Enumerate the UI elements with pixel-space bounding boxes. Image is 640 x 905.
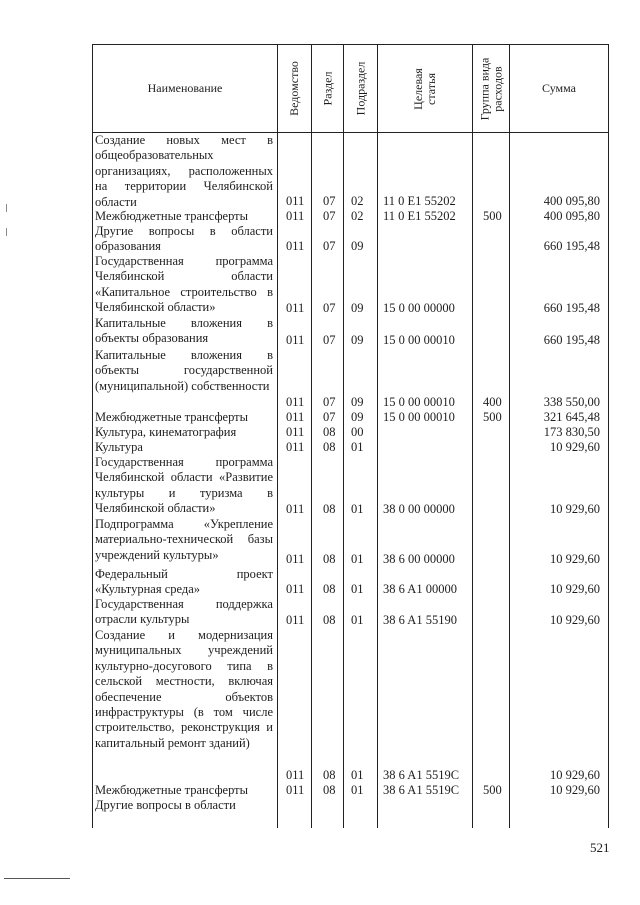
row-tselevaya: 15 0 00 00010 [383, 332, 455, 347]
margin-mark [6, 228, 7, 236]
row-podrazdel: 01 [351, 439, 364, 454]
row-vedomstvo: 011 [286, 551, 305, 566]
header-vedomstvo-text: Ведомство [287, 61, 302, 116]
header-summa [510, 45, 608, 132]
header-razdel-text: Раздел [320, 71, 335, 106]
table-body [93, 133, 608, 813]
table-row [93, 783, 608, 798]
row-summa: 660 195,48 [543, 238, 600, 253]
row-podrazdel: 09 [351, 394, 364, 409]
row-summa: 10 929,60 [550, 612, 600, 627]
row-name: Культура, кинематография [95, 425, 237, 439]
row-tselevaya: 11 0 E1 55202 [383, 193, 456, 208]
row-summa: 660 195,48 [543, 300, 600, 315]
header-gruppa-line1: Группа вида [477, 57, 491, 120]
row-name: Другие вопросы в области [95, 798, 236, 812]
row-tselevaya: 38 6 00 00000 [383, 551, 455, 566]
table-row [93, 440, 608, 455]
margin-mark [6, 204, 7, 212]
table-row [93, 597, 608, 628]
footer-rule [4, 878, 70, 879]
row-summa: 10 929,60 [550, 501, 600, 516]
table-row [93, 133, 608, 209]
row-razdel: 08 [323, 581, 336, 596]
row-razdel: 08 [323, 782, 336, 797]
row-vedomstvo: 011 [286, 501, 305, 516]
row-podrazdel: 02 [351, 193, 364, 208]
row-tselevaya: 15 0 00 00010 [383, 409, 455, 424]
row-razdel: 08 [323, 767, 336, 782]
row-summa: 660 195,48 [543, 332, 600, 347]
table-row [93, 517, 608, 567]
page-number: 521 [590, 840, 610, 855]
row-razdel: 08 [323, 439, 336, 454]
header-name [93, 45, 277, 132]
table-row [93, 455, 608, 517]
row-razdel: 07 [323, 394, 336, 409]
header-gruppa [473, 45, 509, 132]
row-razdel: 07 [323, 193, 336, 208]
row-gruppa: 400 [483, 394, 502, 409]
row-razdel: 08 [323, 424, 336, 439]
row-summa: 400 095,80 [543, 208, 600, 223]
table-row [93, 410, 608, 425]
row-tselevaya: 15 0 00 00010 [383, 394, 455, 409]
row-vedomstvo: 011 [286, 394, 305, 409]
row-podrazdel: 09 [351, 300, 364, 315]
row-podrazdel: 01 [351, 581, 364, 596]
header-vedomstvo [278, 45, 311, 132]
row-summa: 10 929,60 [550, 551, 600, 566]
row-podrazdel: 01 [351, 501, 364, 516]
row-vedomstvo: 011 [286, 767, 305, 782]
row-name: Создание и модернизация муниципальных учреждений культурно-досугового типа в сельской местности, включая обеспечение объектов инфраструктуры (в том числе строительство, реконструкция и капитальный ремонт зданий) [95, 628, 273, 750]
row-podrazdel: 01 [351, 551, 364, 566]
row-tselevaya: 38 6 A1 5519C [383, 767, 460, 782]
row-podrazdel: 01 [351, 782, 364, 797]
row-vedomstvo: 011 [286, 208, 305, 223]
table-row [93, 425, 608, 440]
row-razdel: 07 [323, 208, 336, 223]
row-tselevaya: 38 6 A1 5519C [383, 782, 460, 797]
row-tselevaya: 11 0 E1 55202 [383, 208, 456, 223]
row-vedomstvo: 011 [286, 238, 305, 253]
row-vedomstvo: 011 [286, 409, 305, 424]
row-summa: 173 830,50 [543, 424, 600, 439]
row-tselevaya: 15 0 00 00000 [383, 300, 455, 315]
row-razdel: 08 [323, 612, 336, 627]
row-name: Государственная программа Челябинской области «Капитальное строительство в Челябинской области» [95, 254, 273, 315]
row-name: Государственная программа Челябинской области «Развитие культуры и туризма в Челябинской области» [95, 455, 273, 516]
row-podrazdel: 09 [351, 409, 364, 424]
row-podrazdel: 09 [351, 238, 364, 253]
table-row [93, 798, 608, 813]
row-summa: 10 929,60 [550, 782, 600, 797]
row-name: Культура [95, 440, 143, 454]
row-vedomstvo: 011 [286, 424, 305, 439]
table-row [93, 209, 608, 224]
table-row [93, 567, 608, 597]
row-vedomstvo: 011 [286, 300, 305, 315]
row-name: Межбюджетные трансферты [95, 209, 249, 223]
row-name: Другие вопросы в области образования [95, 224, 273, 254]
header-podrazdel [344, 45, 377, 132]
row-podrazdel: 01 [351, 767, 364, 782]
row-razdel: 08 [323, 501, 336, 516]
row-name: Межбюджетные трансферты [95, 410, 249, 424]
row-gruppa: 500 [483, 782, 502, 797]
row-name: Подпрограмма «Укрепление материально-технической базы учреждений культуры» [95, 517, 273, 562]
row-name: Государственная поддержка отрасли культуры [95, 597, 273, 627]
row-razdel: 08 [323, 551, 336, 566]
table-row [93, 224, 608, 254]
row-name: Создание новых мест в общеобразовательных организациях, расположенных на территории Челябинской области [95, 133, 273, 209]
row-razdel: 07 [323, 409, 336, 424]
table-row [93, 628, 608, 783]
row-podrazdel: 00 [351, 424, 364, 439]
row-tselevaya: 38 0 00 00000 [383, 501, 455, 516]
row-vedomstvo: 011 [286, 193, 305, 208]
row-razdel: 07 [323, 332, 336, 347]
row-summa: 400 095,80 [543, 193, 600, 208]
row-summa: 321 645,48 [543, 409, 600, 424]
row-name: Капитальные вложения в объекты государственной (муниципальной) собственности [95, 348, 273, 393]
row-name: Капитальные вложения в объекты образования [95, 316, 273, 346]
row-gruppa: 500 [483, 208, 502, 223]
header-gruppa-line2: расходов [490, 65, 504, 112]
header-summa-text: Сумма [542, 81, 576, 95]
row-razdel: 07 [323, 300, 336, 315]
row-podrazdel: 09 [351, 332, 364, 347]
header-tselevaya [378, 45, 472, 132]
row-summa: 338 550,00 [543, 394, 600, 409]
row-vedomstvo: 011 [286, 439, 305, 454]
row-vedomstvo: 011 [286, 782, 305, 797]
row-vedomstvo: 011 [286, 612, 305, 627]
row-podrazdel: 01 [351, 612, 364, 627]
row-summa: 10 929,60 [550, 581, 600, 596]
col-line-right [608, 44, 609, 828]
header-name-text: Наименование [147, 81, 223, 95]
row-podrazdel: 02 [351, 208, 364, 223]
table-row [93, 348, 608, 410]
row-name: Межбюджетные трансферты [95, 783, 249, 797]
header-razdel [312, 45, 343, 132]
header-tselevaya-line2: статья [423, 72, 438, 105]
row-gruppa: 500 [483, 409, 502, 424]
header-podrazdel-text: Подраздел [353, 61, 368, 116]
row-vedomstvo: 011 [286, 581, 305, 596]
row-tselevaya: 38 6 A1 55190 [383, 612, 457, 627]
table-row [93, 316, 608, 348]
table-row [93, 254, 608, 316]
row-name: Федеральный проект «Культурная среда» [95, 567, 273, 597]
row-summa: 10 929,60 [550, 767, 600, 782]
header-tselevaya-line1: Целевая [410, 67, 425, 110]
row-vedomstvo: 011 [286, 332, 305, 347]
row-tselevaya: 38 6 A1 00000 [383, 581, 457, 596]
row-summa: 10 929,60 [550, 439, 600, 454]
row-razdel: 07 [323, 238, 336, 253]
